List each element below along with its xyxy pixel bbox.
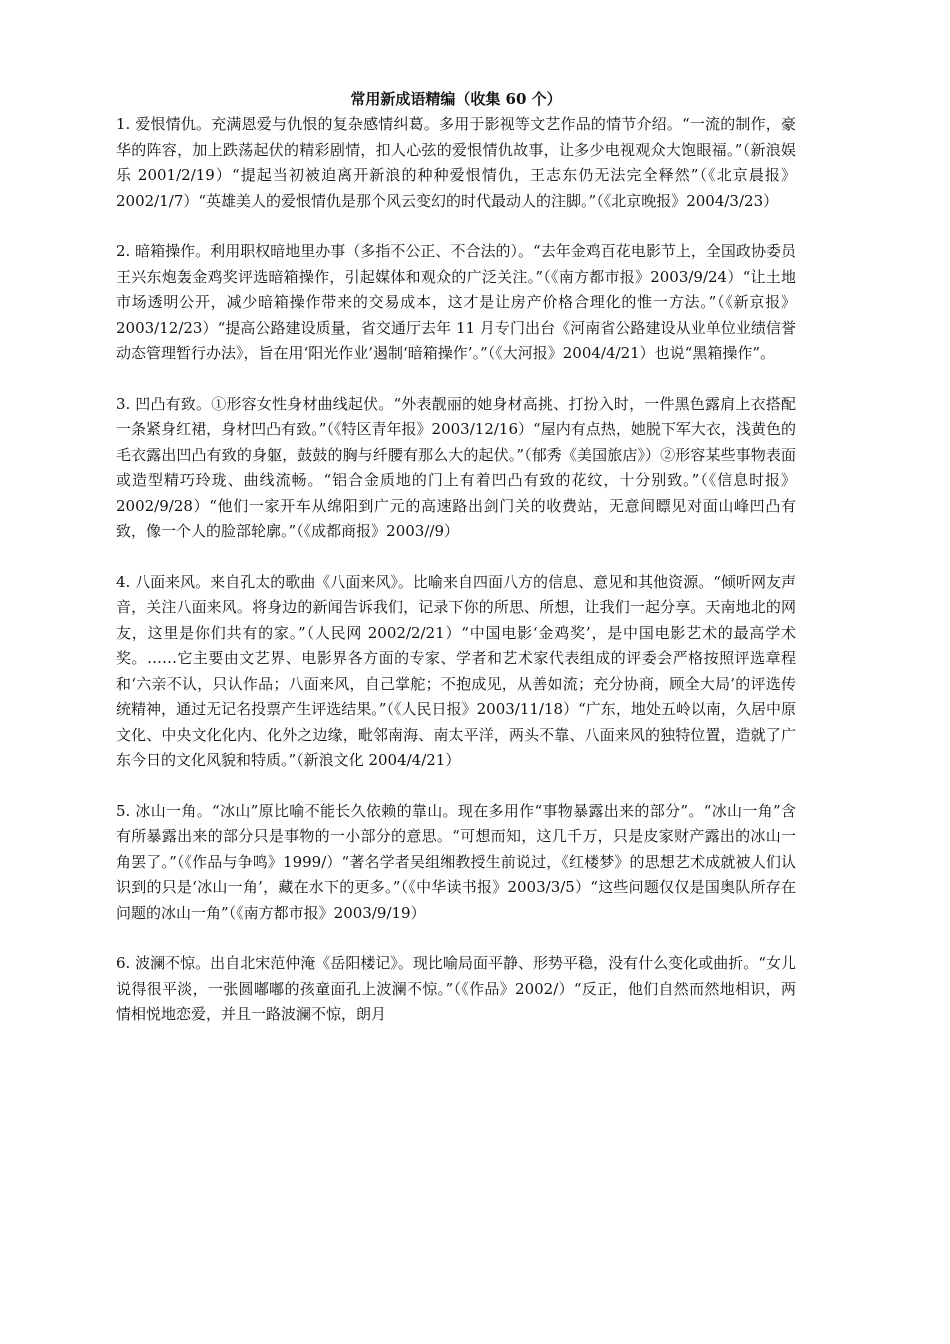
idiom-entry-6: 6. 波澜不惊。出自北宋范仲淹《岳阳楼记》。现比喻局面平静、形势平稳，没有什么变化或曲折。“女儿说得很平淡，一张圆嘟嘟的孩童面孔上波澜不惊。”（《作品》2002/）“反正，他们自然而然地相识，两情相悦地恋爱，并且一路波澜不惊，朗月 bbox=[116, 954, 796, 1023]
idiom-entry-1: 1. 爱恨情仇。充满恩爱与仇恨的复杂感情纠葛。多用于影视等文艺作品的情节介绍。“一流的制作，豪华的阵容，加上跌荡起伏的精彩剧情，扣人心弦的爱恨情仇故事，让多少电视观众大饱眼福。”（新浪娱乐 2001/2/19）“提起当初被迫离开新浪的种种爱恨情仇，王志东仍无法完全释然”（《北京晨报》2002/1/7）“英雄美人的爱恨情仇是那个风云变幻的时代最动人的注脚。”（《北京晚报》2004/3/23） bbox=[116, 115, 796, 210]
idiom-entry-4: 4. 八面来风。来自孔太的歌曲《八面来风》。比喻来自四面八方的信息、意见和其他资源。“倾听网友声音，关注八面来风。将身边的新闻告诉我们，记录下你的所思、所想，让我们一起分享。天南地北的网友，这里是你们共有的家。”（人民网 2002/2/21）“中国电影‘金鸡奖’，是中国电影艺术的最高学术奖。……它主要由文艺界、电影界各方面的专家、学者和艺术家代表组成的评委会严格按照评选章程和‘六亲不认，只认作品；八面来风，自己掌舵；不抱成见，从善如流；充分协商，顾全大局’的评选传统精神，通过无记名投票产生评选结果。”（《人民日报》2003/11/18）“广东，地处五岭以南，久居中原文化、中央文化化内、化外之边缘，毗邻南海、南太平洋，两头不靠、八面来风的独特位置，造就了广东今日的文化风貌和特质。”（新浪文化 2004/4/21） bbox=[116, 572, 796, 769]
idiom-entry-3: 3. 凹凸有致。①形容女性身材曲线起伏。“外表靓丽的她身材高挑、打扮入时，一件黑色露肩上衣搭配一条紧身红裙，身材凹凸有致。”（《特区青年报》2003/12/16）“屋内有点热，她脱下军大衣，浅黄色的毛衣露出凹凸有致的身躯，鼓鼓的胸与纤腰有那么大的起伏。”（郁秀《美国旅店》）②形容某些事物表面或造型精巧玲珑、曲线流畅。“铝合金质地的门上有着凹凸有致的花纹，十分别致。”（《信息时报》 2002/9/28）“他们一家开车从绵阳到广元的高速路出剑门关的收费站，无意间瞟见对面山峰凹凸有致，像一个人的脸部轮廓。”（《成都商报》2003//9） bbox=[116, 394, 796, 540]
idiom-entry-5: 5. 冰山一角。“冰山”原比喻不能长久依赖的靠山。现在多用作“事物暴露出来的部分”。“冰山一角”含有所暴露出来的部分只是事物的一小部分的意思。“可想而知，这几千万，只是皮家财产露出的冰山一角罢了。”（《作品与争鸣》1999/）“著名学者吴组缃教授生前说过，《红楼梦》的思想艺术成就被人们认识到的只是‘冰山一角’，藏在水下的更多。”（《中华读书报》2003/3/5）“这些问题仅仅是国奥队所存在问题的冰山一角”（《南方都市报》2003/9/19） bbox=[116, 801, 796, 922]
document-title: 常用新成语精编（收集 60 个） bbox=[350, 90, 562, 108]
document-page bbox=[116, 86, 796, 1053]
idiom-entry-2: 2. 暗箱操作。利用职权暗地里办事（多指不公正、不合法的）。“去年金鸡百花电影节上，全国政协委员王兴东炮轰金鸡奖评选暗箱操作，引起媒体和观众的广泛关注。”（《南方都市报》2003/9/24）“让土地市场透明公开，减少暗箱操作带来的交易成本，这才是让房产价格合理化的惟一方法。”（《新京报》2003/12/23）“提高公路建设质量，省交通厅去年 11 月专门出台《河南省公路建设从业单位业绩信誉动态管理暂行办法》，旨在用‘阳光作业’遏制‘暗箱操作’。”（《大河报》2004/4/21）也说“黑箱操作”。 bbox=[116, 242, 796, 362]
